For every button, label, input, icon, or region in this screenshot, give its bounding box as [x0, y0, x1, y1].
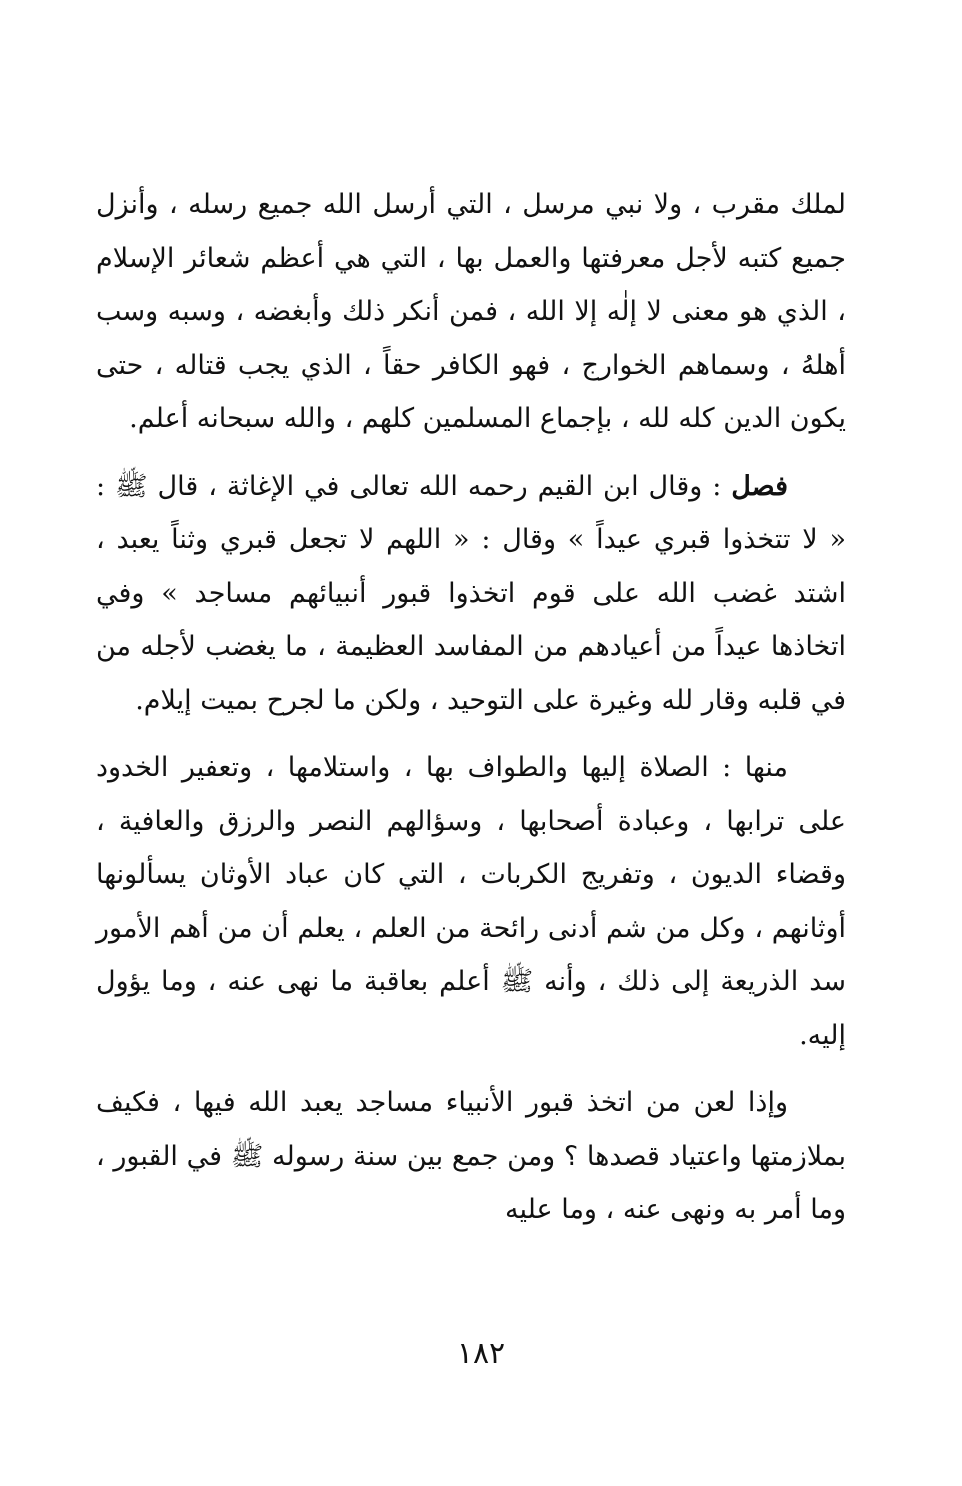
paragraph-2-text: : وقال ابن القيم رحمه الله تعالى في الإغاثة ، قال ﷺ : « لا تتخذوا قبري عيداً » وقال : « اللهم لا تجعل قبري وثناً يعبد ، اشتد غضب الله على قوم اتخذوا قبور أنبيائهم مساجد » وفي اتخاذها عيداً من أعيادهم من المفاسد العظيمة ، ما يغضب لأجله من في قلبه وقار لله وغيرة على التوحيد ، ولكن ما لجرح بميت إيلام.	[96, 470, 846, 716]
paragraph-4-text: وإذا لعن من اتخذ قبور الأنبياء مساجد يعبد الله فيها ، فكيف بملازمتها واعتياد قصدها ؟ ومن جمع بين سنة رسوله ﷺ في القبور ، وما أمر به ونهى عنه ، وما عليه	[96, 1087, 846, 1225]
paragraph-1-text: لملك مقرب ، ولا نبي مرسل ، التي أرسل الله جميع رسله ، وأنزل جميع كتبه لأجل معرفتها والعمل بها ، التي هي أعظم شعائر الإسلام ، الذي هو معنى لا إلٰه إلا الله ، فمن أنكر ذلك وأبغضه ، وسبه وسب أهلهُ ، وسماهم الخوارج ، فهو الكافر حقاً ، الذي يجب قتاله ، حتى يكون الدين كله لله ، بإجماع المسلمين كلهم ، والله سبحانه أعلم.	[96, 189, 846, 434]
page-number: ١٨٢	[456, 1336, 506, 1371]
paragraph-4	[96, 1076, 846, 1237]
paragraph-3-text: منها : الصلاة إليها والطواف بها ، واستلامها ، وتعفير الخدود على ترابها ، وعبادة أصحابها ، وسؤالهم النصر والرزق والعافية ، وقضاء الديون ، وتفريج الكربات ، التي كان عباد الأوثان يسألونها أوثانهم ، وكل من شم أدنى رائحة من العلم ، يعلم أن من أهم الأمور سد الذريعة إلى ذلك ، وأنه ﷺ أعلم بعاقبة ما نهى عنه ، وما يؤول إليه.	[96, 752, 846, 1051]
page-body	[96, 178, 846, 1237]
paragraph-1	[96, 178, 846, 446]
paragraph-2	[96, 460, 846, 728]
paragraph-3	[96, 741, 846, 1062]
section-heading-fasl: فصل	[731, 470, 788, 502]
